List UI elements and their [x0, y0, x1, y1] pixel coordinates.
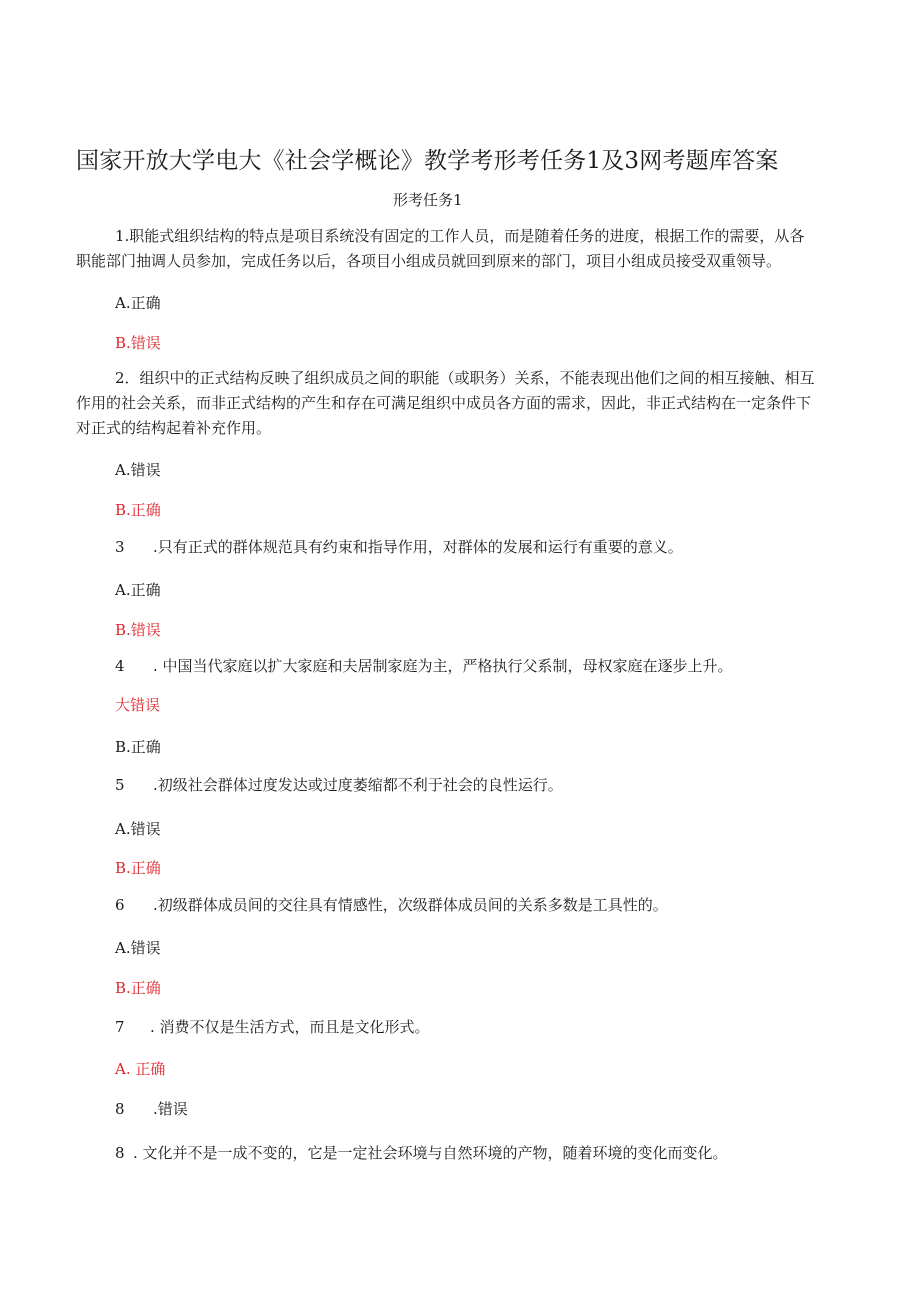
question-2-line-1: 2．组织中的正式结构反映了组织成员之间的职能（或职务）关系，不能表现出他们之间的相互接触、相互: [115, 369, 815, 387]
question-3-number: 3: [115, 538, 125, 556]
question-4-answer: 大错误: [115, 696, 161, 714]
question-1-option-a: A.正确: [115, 294, 161, 312]
question-7-text: . 消费不仅是生活方式，而且是文化形式。: [150, 1018, 430, 1036]
question-2-answer: B.正确: [115, 501, 161, 519]
question-3-text: .只有正式的群体规范具有约束和指导作用，对群体的发展和运行有重要的意义。: [153, 538, 683, 556]
question-1-line-1: 1.职能式组织结构的特点是项目系统没有固定的工作人员，而是随着任务的进度，根据工作的需要，从各: [115, 227, 805, 245]
question-2-line-3: 对正式的结构起着补充作用。: [76, 419, 272, 437]
question-4-number: 4: [115, 657, 125, 675]
question-5-option-a: A.错误: [115, 820, 161, 838]
question-8-text: . 文化并不是一成不变的，它是一定社会环境与自然环境的产物，随着环境的变化而变化。: [133, 1144, 728, 1162]
question-5-number: 5: [115, 776, 125, 794]
question-5-text: .初级社会群体过度发达或过度萎缩都不利于社会的良性运行。: [153, 776, 563, 794]
question-3-answer: B.错误: [115, 621, 161, 639]
question-5-answer: B.正确: [115, 859, 161, 877]
question-8-number: 8: [115, 1144, 125, 1162]
question-1-answer: B.错误: [115, 334, 161, 352]
document-title: 国家开放大学电大《社会学概论》教学考形考任务1及3网考题库答案: [76, 148, 779, 174]
question-2-option-a: A.错误: [115, 461, 161, 479]
question-6-answer: B.正确: [115, 979, 161, 997]
question-2-line-2: 作用的社会关系，而非正式结构的产生和存在可满足组织中成员各方面的需求，因此，非正式结构在一定条件下: [76, 394, 812, 412]
question-6-number: 6: [115, 896, 125, 914]
question-1-line-2: 职能部门抽调人员参加，完成任务以后，各项目小组成员就回到原来的部门，项目小组成员接受双重领导。: [76, 252, 782, 270]
question-3-option-a: A.正确: [115, 581, 161, 599]
item-8-number: 8: [115, 1100, 125, 1118]
question-7-answer: A. 正确: [115, 1060, 166, 1078]
question-4-text: . 中国当代家庭以扩大家庭和夫居制家庭为主，严格执行父系制，母权家庭在逐步上升。: [153, 657, 733, 675]
question-7-number: 7: [115, 1018, 125, 1036]
question-6-option-a: A.错误: [115, 939, 161, 957]
item-8-text: .错误: [153, 1100, 188, 1118]
question-4-option-b: B.正确: [115, 738, 161, 756]
section-subtitle: 形考任务1: [393, 191, 463, 209]
question-6-text: .初级群体成员间的交往具有情感性，次级群体成员间的关系多数是工具性的。: [153, 896, 668, 914]
